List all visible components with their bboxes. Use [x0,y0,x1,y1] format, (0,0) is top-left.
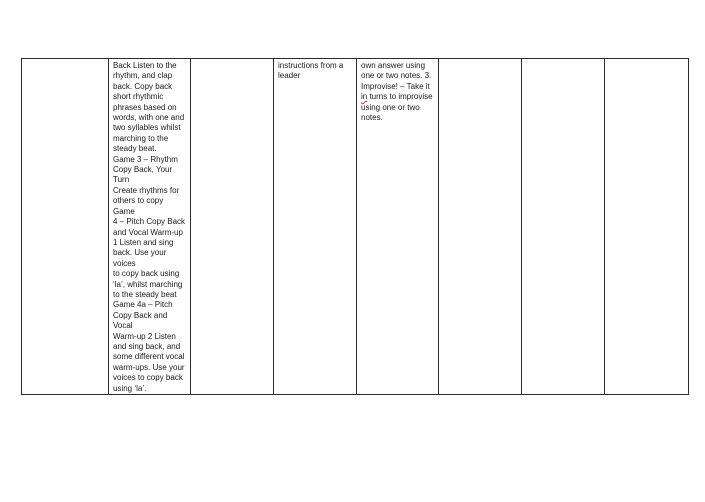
cell-5-text-part-1: own answer using one or two notes. 3. Improvise! – Take it [361,61,432,91]
cell-2-text: Back Listen to the rhythm, and clap back. Copy back short rhythmic phrases based on words, with one and two syllables whilst marching to the steady beat. Game 3 – Rhythm Copy Back, Your Turn Create rhythms for others to copy Game 4 – Pitch Copy Back and Vocal Warm-up 1 Listen and sing back. Use your voices to copy back using ‘la’, whilst marching to the steady beat Game 4a – Pitch Copy Back and Vocal Warm-up 2 Listen and sing back, and some different vocal warm-ups. Use your voices to copy back using ‘la’. [113,61,186,393]
table-cell-1 [22,59,109,395]
spellcheck-underlined-word: in [361,92,368,102]
lesson-table [21,58,689,395]
cell-4-text: instructions from a leader [278,61,344,81]
table-row [22,59,689,395]
table-cell-7 [522,59,605,395]
table-cell-6 [439,59,522,395]
cell-5-text [361,61,434,123]
table-cell-3 [191,59,274,395]
table-cell-4 [274,59,357,395]
table-cell-5 [357,59,439,395]
table-cell-2 [109,59,191,395]
cell-5-text-part-2: turns to improvise using one or two notes. [361,92,433,123]
table-cell-8 [605,59,689,395]
